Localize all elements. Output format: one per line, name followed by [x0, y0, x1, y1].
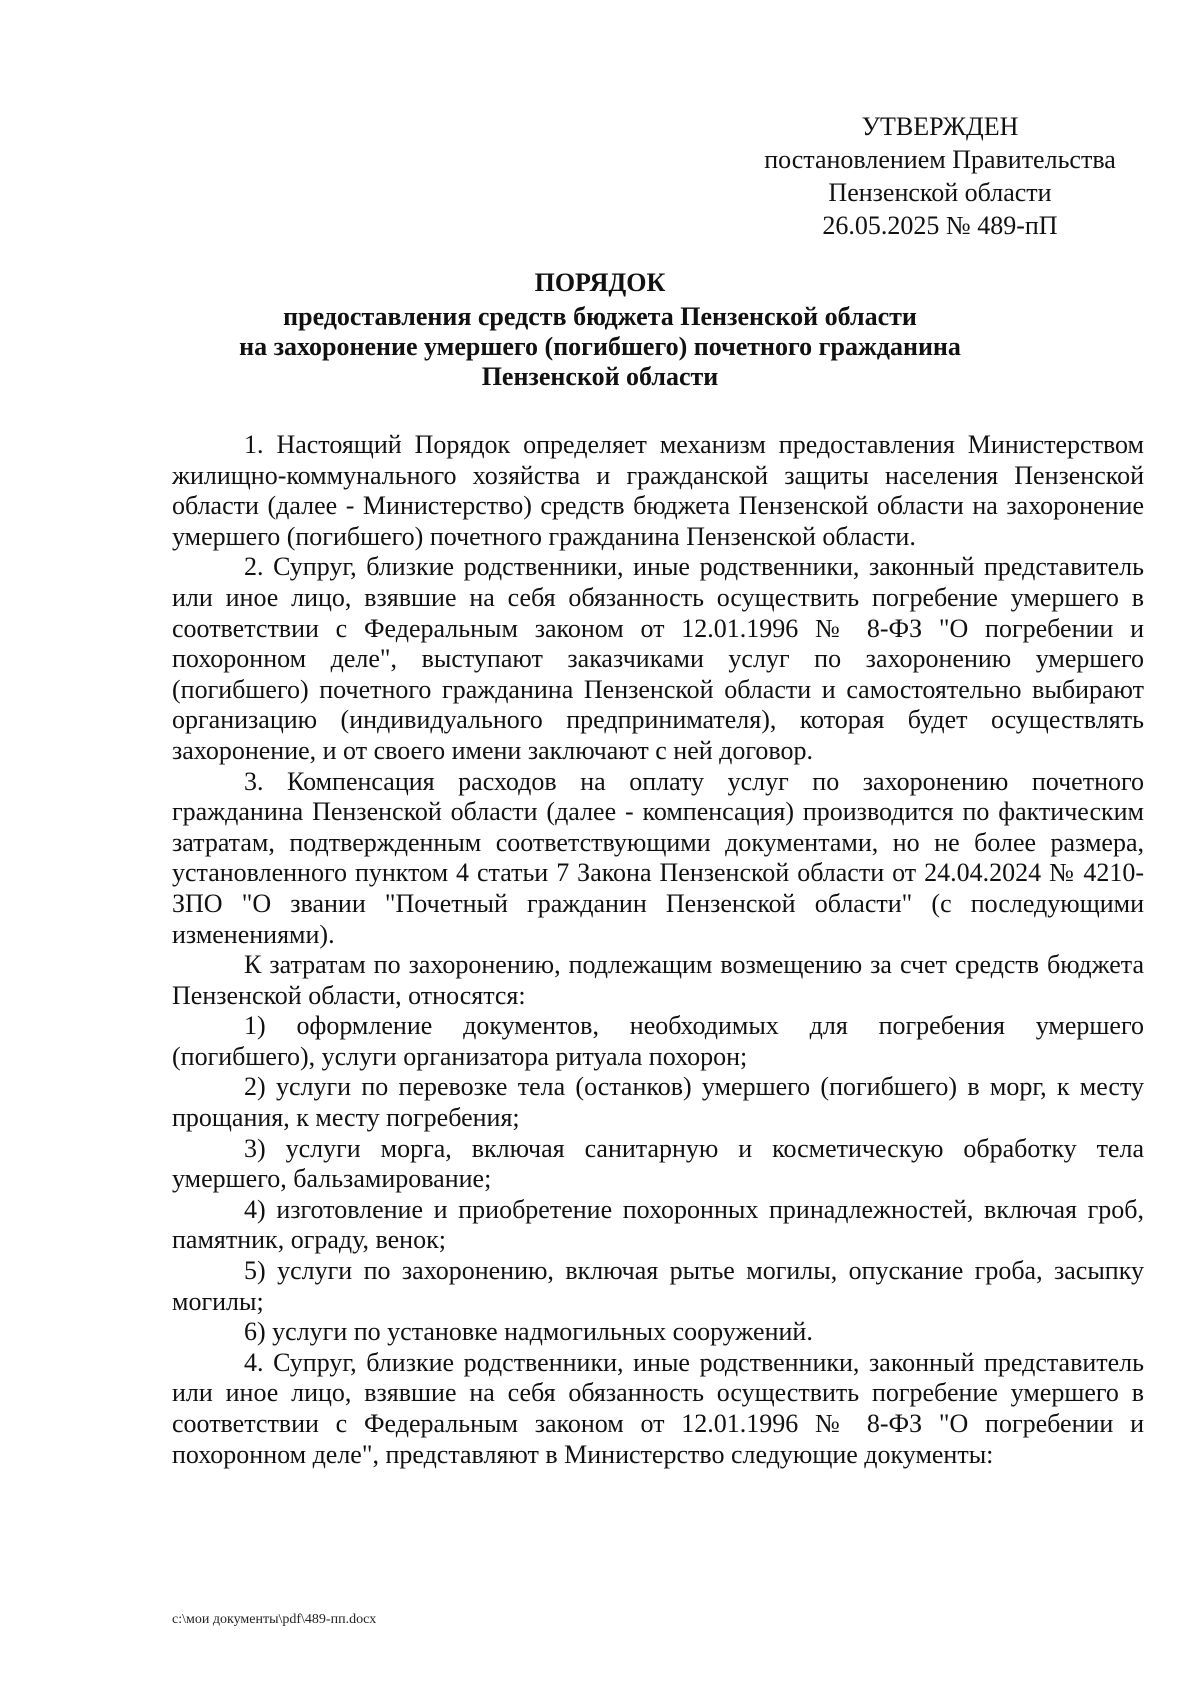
document-title	[160, 268, 1040, 392]
approval-line-date-number: 26.05.2025 № 489-пП	[822, 211, 1058, 240]
list-item-3: 3) услуги морга, включая санитарную и косметическую обработку тела умершего, бальзамирование;	[172, 1133, 1144, 1194]
list-item-5: 5) услуги по захоронению, включая рытье могилы, опускание гроба, засыпку могилы;	[172, 1256, 1144, 1316]
list-item-6: 6) услуги по установке надмогильных сооружений.	[244, 1317, 813, 1347]
title-line-3: Пензенской области	[481, 362, 719, 391]
paragraph-3: 3. Компенсация расходов на оплату услуг по захоронению почетного гражданина Пензенской области (далее - компенсация) производится по фактическим затратам, подтвержденным соответствующими документами, но не более размера, установленного пунктом 4 статьи 7 Закона Пензенской области от 24.04.2024 № 4210-ЗПО "О звании "Почетный гражданин Пензенской области" (с последующими изменениями).	[172, 766, 1144, 949]
paragraph-costs-intro: К затратам по захоронению, подлежащим возмещению за счет средств бюджета Пензенской области, относятся:	[172, 950, 1144, 1010]
list-item-4: 4) изготовление и приобретение похоронных принадлежностей, включая гроб, памятник, ограду, венок;	[172, 1194, 1144, 1255]
approval-stamp	[760, 110, 1120, 242]
paragraph-2: 2. Супруг, близкие родственники, иные родственники, законный представитель или иное лицо, взявшие на себя обязанность осуществить погребение умершего в соответствии с Федеральным законом от 12.01.1996 № 8-ФЗ "О погребении и похоронном деле", выступают заказчиками услуг по захоронению умершего (погибшего) почетного гражданина Пензенской области и самостоятельно выбирают организацию (индивидуального предпринимателя), которая будет осуществлять захоронение, и от своего имени заключают с ней договор.	[172, 552, 1144, 765]
approval-line-approved: УТВЕРЖДЕН	[861, 112, 1019, 141]
document-body	[172, 430, 1144, 1470]
paragraph-1: 1. Настоящий Порядок определяет механизм предоставления Министерством жилищно-коммунального хозяйства и гражданской защиты населения Пензенской области (далее - Министерство) средств бюджета Пензенской области на захоронение умершего (погибшего) почетного гражданина Пензенской области.	[172, 430, 1144, 551]
approval-line-resolution: постановлением Правительства	[764, 145, 1116, 174]
approval-line-region: Пензенской области	[828, 178, 1052, 207]
footer-file-path: c:\мои документы\pdf\489-пп.docx	[172, 1612, 377, 1627]
list-item-2: 2) услуги по перевозке тела (останков) умершего (погибшего) в морг, к месту прощания, к месту погребения;	[172, 1072, 1144, 1133]
title-line-2: на захоронение умершего (погибшего) почетного гражданина	[239, 332, 961, 361]
title-heading: ПОРЯДОК	[534, 268, 666, 297]
paragraph-4: 4. Супруг, близкие родственники, иные родственники, законный представитель или иное лицо, взявшие на себя обязанность осуществить погребение умершего в соответствии с Федеральным законом от 12.01.1996 № 8-ФЗ "О погребении и похоронном деле", представляют в Министерство следующие документы:	[172, 1347, 1144, 1469]
list-item-1: 1) оформление документов, необходимых для погребения умершего (погибшего), услуги организатора ритуала похорон;	[172, 1011, 1144, 1071]
title-line-1: предоставления средств бюджета Пензенской области	[283, 302, 917, 331]
